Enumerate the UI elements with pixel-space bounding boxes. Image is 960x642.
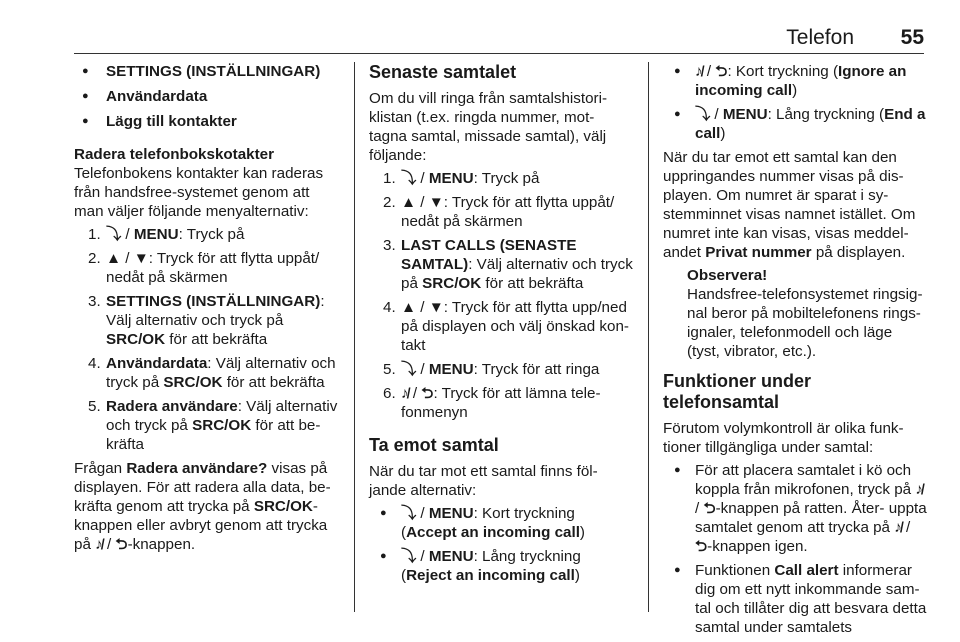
step: 1. ⤵ / MENU: Tryck på bbox=[383, 170, 540, 187]
phone-icon: ⤵ bbox=[106, 226, 122, 243]
back-icon: ⮌ bbox=[703, 500, 716, 517]
list-item: ● ♪̸ / ⮌: Kort tryckning (Ignore an incoming call) bbox=[663, 62, 927, 100]
step: 2. ▲ / ▼: Tryck för att flytta uppåt/ nedåt på skärmen bbox=[88, 250, 320, 286]
step: 3. SETTINGS (INSTÄLLNINGAR): Välj alternativ och tryck på SRC/OK för att bekräfta bbox=[88, 293, 325, 348]
phone-icon: ⤵ bbox=[695, 106, 711, 123]
step: 5. Radera användare: Välj alternativ och tryck på SRC/OK för att be- kräfta bbox=[88, 398, 338, 453]
bullet-list bbox=[369, 504, 633, 585]
header-rule bbox=[74, 53, 924, 54]
mute-icon: ♪̸ bbox=[401, 385, 409, 402]
intro-text: Om du vill ringa från samtalshistori- klistan (t.ex. ringda nummer, mot- tagna samtal, missade samtal), välj följande: bbox=[369, 90, 608, 164]
bullet-list bbox=[663, 461, 927, 637]
section-heading: Senaste samtalet bbox=[369, 62, 517, 82]
page-number: 55 bbox=[900, 26, 924, 49]
back-icon: ⮌ bbox=[421, 385, 434, 402]
column-2 bbox=[369, 62, 633, 590]
list-item: ● ⤵ / MENU: Kort tryckning (Accept an incoming call) bbox=[369, 504, 633, 542]
step: 4. ▲ / ▼: Tryck för att flytta upp/ned på displayen och välj önskad kon- takt bbox=[383, 299, 629, 354]
section-heading: Ta emot samtal bbox=[369, 435, 499, 455]
body-text: När du tar emot ett samtal kan den uppringandes nummer visas på dis- playen. Om numret är sparat i sy- stemminnet visas namnet istället. Om numret inte kan visas, visas meddel- andet Privat nummer på displayen. bbox=[663, 149, 916, 261]
note-text: Handsfree-telefonsystemet ringsig- nal beror på mobiltelefonens rings- ignaler, telefonmodell och läge (tyst, vibrator, etc.). bbox=[687, 286, 923, 360]
menu-item: ● Användardata bbox=[74, 87, 342, 106]
section-heading: Funktioner under telefonsamtal bbox=[663, 371, 811, 412]
phone-icon: ⤵ bbox=[401, 505, 417, 522]
list-item: ● För att placera samtalet i kö och koppla från mikrofonen, tryck på ♪̸ / ⮌-knappen på ratten. Åter- uppta samtalet genom att trycka på ♪̸ / ⮌-knappen igen. bbox=[663, 461, 927, 556]
phone-icon: ⤵ bbox=[401, 548, 417, 565]
note-box bbox=[663, 266, 927, 361]
mute-icon: ♪̸ bbox=[95, 536, 103, 553]
phone-icon: ⤵ bbox=[401, 361, 417, 378]
note-title: Observera! bbox=[687, 267, 768, 284]
intro-text: Förutom volymkontroll är olika funk- tioner tillgängliga under samtal: bbox=[663, 420, 904, 456]
list-item: ● ⤵ / MENU: Lång tryckning (Reject an incoming call) bbox=[369, 547, 633, 585]
intro-text: Telefonbokens kontakter kan raderas från handsfree-systemet genom att man väljer följande menyalternativ: bbox=[74, 165, 324, 220]
step-list bbox=[369, 169, 633, 422]
step: 1. ⤵ / MENU: Tryck på bbox=[88, 226, 245, 243]
column-divider-1 bbox=[354, 62, 355, 612]
column-divider-2 bbox=[648, 62, 649, 612]
column-3 bbox=[663, 62, 927, 642]
mute-icon: ♪̸ bbox=[695, 63, 703, 80]
step-list bbox=[74, 225, 342, 454]
section-heading: Radera telefonbokskotakter bbox=[74, 146, 275, 163]
step: 2. ▲ / ▼: Tryck för att flytta uppåt/ nedåt på skärmen bbox=[383, 194, 615, 230]
phone-icon: ⤵ bbox=[401, 170, 417, 187]
menu-item: ● SETTINGS (INSTÄLLNINGAR) bbox=[74, 62, 342, 81]
final-text: Frågan Radera användare? visas på displayen. För att radera alla data, be- kräfta genom att trycka på SRC/OK- knappen eller avbryt genom att trycka på ♪̸ / ⮌-knappen. bbox=[74, 460, 331, 553]
back-icon: ⮌ bbox=[695, 538, 708, 555]
back-icon: ⮌ bbox=[115, 536, 128, 553]
back-icon: ⮌ bbox=[715, 63, 728, 80]
mute-icon: ♪̸ bbox=[915, 481, 923, 498]
column-1 bbox=[74, 62, 342, 558]
step: 5. ⤵ / MENU: Tryck för att ringa bbox=[383, 361, 600, 378]
step: 4. Användardata: Välj alternativ och tryck på SRC/OK för att bekräfta bbox=[88, 355, 336, 391]
list-item: ● Funktionen Call alert informerar dig om ett nytt inkommande sam- tal och tillåter dig att besvara detta samtal under samtalets bbox=[663, 561, 927, 637]
list-item: ● ⤵ / MENU: Lång tryckning (End a call) bbox=[663, 105, 927, 143]
menu-path-list bbox=[74, 62, 342, 131]
intro-text: När du tar mot ett samtal finns föl- jande alternativ: bbox=[369, 463, 598, 499]
menu-item: ● Lägg till kontakter bbox=[74, 112, 342, 131]
bullet-list bbox=[663, 62, 927, 143]
page-title: Telefon bbox=[786, 26, 854, 49]
mute-icon: ♪̸ bbox=[894, 519, 902, 536]
step: 3. LAST CALLS (SENASTE SAMTAL): Välj alternativ och tryck på SRC/OK för att bekräfta bbox=[383, 237, 633, 292]
page-header bbox=[74, 26, 924, 50]
step: 6. ♪̸ / ⮌: Tryck för att lämna tele- fonmenyn bbox=[383, 385, 601, 421]
